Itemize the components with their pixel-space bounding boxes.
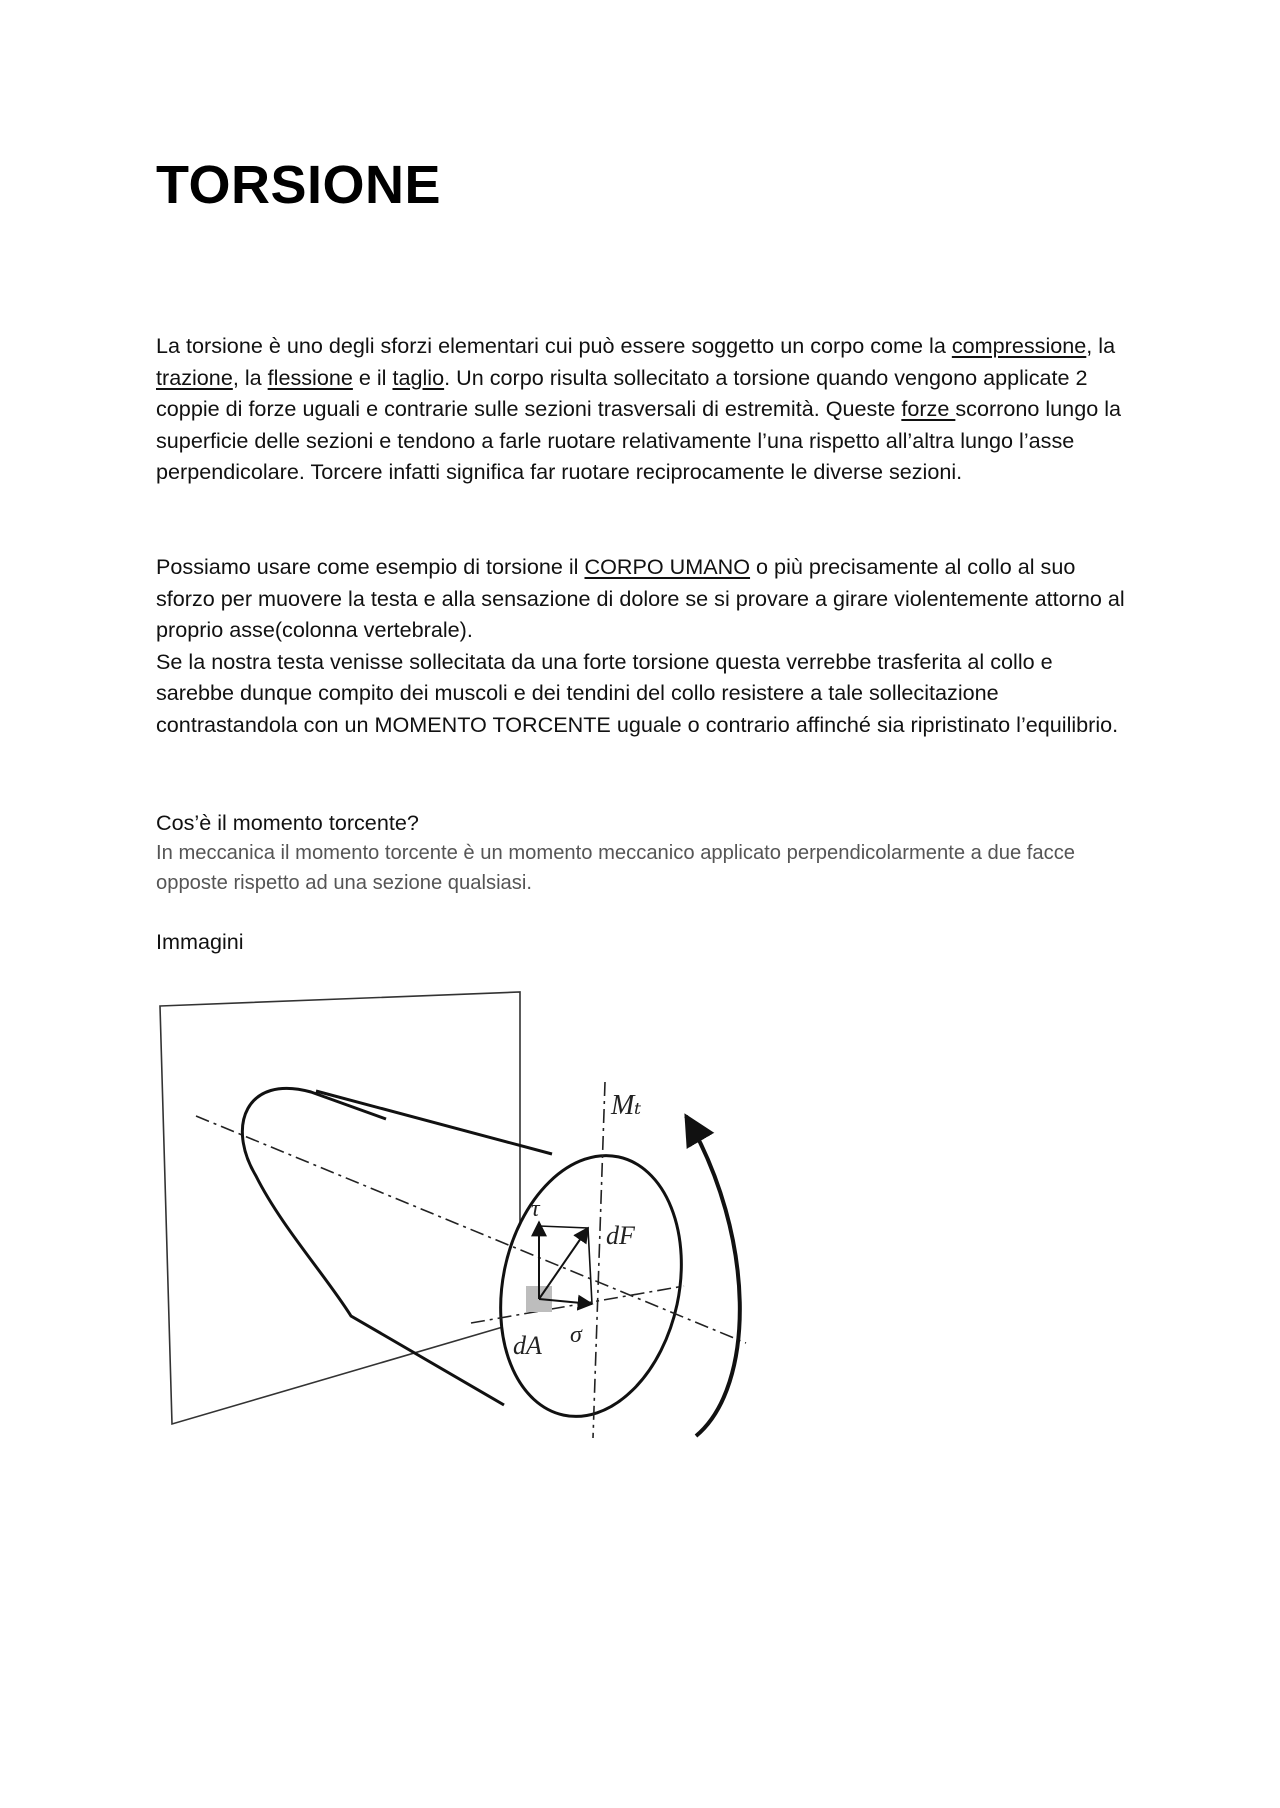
torque-moment-arc <box>686 1116 740 1436</box>
text-span: e il <box>352 364 393 390</box>
text-span: scorrono lungo la superficie delle sezioni e tendono a farle ruotare relativamente l’una rispetto all’altra lungo l’asse perpendicolare. Torcere infatti significa far ruotare reciprocamente le diverse sezioni. <box>156 396 1122 484</box>
wall-plane <box>160 992 520 1424</box>
example-paragraph <box>156 551 1136 740</box>
link-taglio[interactable]: taglio <box>392 364 445 390</box>
link-forze[interactable]: forze <box>901 396 956 421</box>
document-page <box>156 0 1136 1808</box>
cylinder <box>242 1088 704 1433</box>
definition-quote: In meccanica il momento torcente è un momento meccanico applicato perpendicolarmente a due facce opposte rispetto ad una sezione qualsiasi. <box>156 842 1076 894</box>
link-flessione[interactable]: flessione <box>267 364 353 390</box>
tau-label: τ <box>531 1196 540 1222</box>
text-span: , la <box>1086 333 1116 358</box>
question-heading: Cos’è il momento torcente? <box>156 810 419 835</box>
text-span: , la <box>232 364 268 390</box>
moment-label: Mₜ <box>611 1090 642 1121</box>
dA-label: dA <box>513 1331 542 1360</box>
text-span: Possiamo usare come esempio di torsione il <box>156 554 585 579</box>
link-corpo-umano[interactable]: CORPO UMANO <box>584 554 751 579</box>
sigma-label: σ <box>570 1322 582 1348</box>
cylinder-top-edge <box>316 1091 552 1154</box>
text-span: Se la nostra testa venisse sollecitata da una forte torsione questa verrebbe trasferita al collo e sarebbe dunque compito dei muscoli e dei tendini del collo resistere a tale sollecitazione contrastandola con un MOMENTO TORCENTE uguale o contrario affinché sia ripristinato l’equilibrio. <box>156 648 1119 737</box>
link-compressione[interactable]: compressione <box>951 333 1087 358</box>
torsion-diagram <box>156 986 756 1446</box>
text-span: o più precisamente al collo al suo sforzo per muovere la testa e alla sensazione di dolore se si provare a girare violentemente attorno al proprio asse(colonna vertebrale). <box>156 554 1125 642</box>
intro-paragraph <box>156 330 1136 488</box>
dF-label: dF <box>606 1221 635 1250</box>
page-title: TORSIONE <box>156 155 442 215</box>
text-span: La torsione è uno degli sforzi elementari cui può essere soggetto un corpo come la <box>156 333 952 358</box>
cylinder-back-edge <box>242 1088 504 1405</box>
torsion-diagram-svg <box>156 986 756 1446</box>
text-span: . Un corpo risulta sollecitato a torsione quando vengono applicate 2 coppie di forze uguali e contrarie sulle sezioni trasversali di estremità. Queste <box>156 364 1088 421</box>
images-heading: Immagini <box>156 929 244 954</box>
link-trazione[interactable]: trazione <box>156 364 233 390</box>
